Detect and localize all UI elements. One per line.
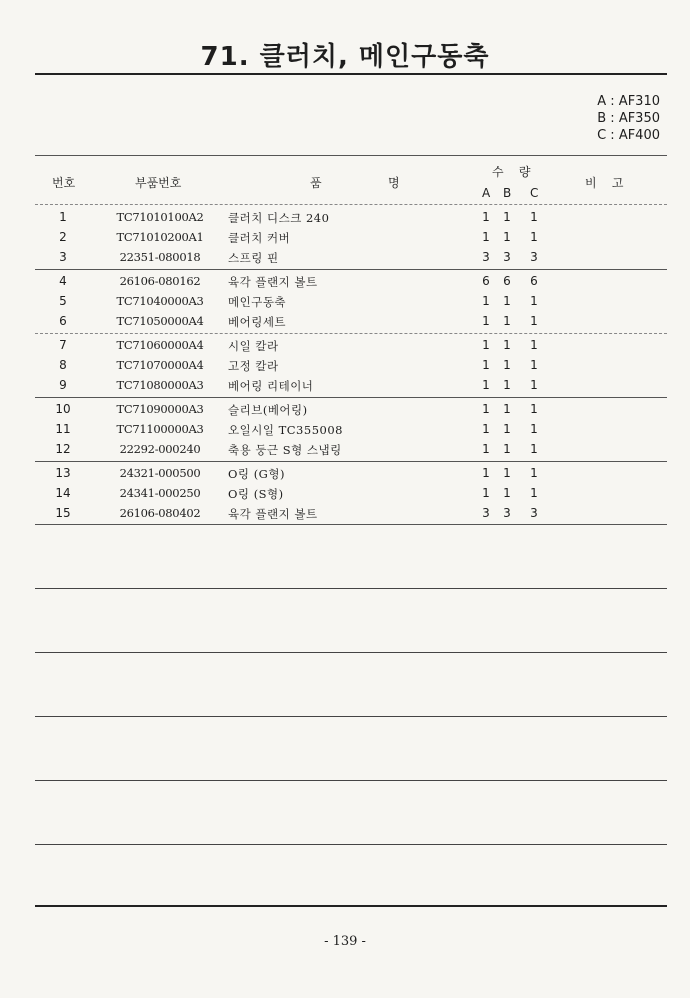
row-no: 2: [59, 230, 67, 244]
group-divider: [35, 397, 667, 398]
header-c: C: [530, 186, 539, 200]
row-part-no: TC71060000A4: [116, 338, 204, 352]
row-name: O링 (S형): [228, 487, 284, 501]
table-top-rule: [35, 155, 667, 156]
row-part-no: TC71070000A4: [116, 358, 204, 372]
row-qty-b: 1: [503, 210, 511, 224]
row-part-no: TC71010200A1: [116, 230, 204, 244]
row-qty-b: 3: [503, 250, 511, 264]
header-part-no: 부품번호: [135, 176, 182, 190]
row-qty-c: 1: [530, 486, 538, 500]
row-qty-b: 1: [503, 466, 511, 480]
row-part-no: TC71040000A3: [116, 294, 204, 308]
row-no: 6: [59, 314, 67, 328]
table-row: [0, 314, 690, 334]
header-qty: 수 량: [492, 165, 531, 179]
row-name: 육각 플랜지 볼트: [228, 507, 318, 521]
title-rule: [35, 73, 667, 75]
group-divider: [35, 333, 667, 334]
legend-item-b: B : AF350: [597, 111, 660, 126]
row-qty-a: 1: [482, 466, 490, 480]
row-name: 베어링 리테이너: [228, 379, 314, 393]
table-row: [0, 378, 690, 398]
group-divider: [35, 461, 667, 462]
row-name: 시일 칼라: [228, 339, 279, 353]
row-qty-b: 1: [503, 402, 511, 416]
row-name: 축용 둥근 S형 스냅링: [228, 443, 342, 457]
row-name: 육각 플랜지 볼트: [228, 275, 318, 289]
row-qty-b: 1: [503, 314, 511, 328]
header-remark: 비 고: [585, 176, 624, 190]
row-part-no: TC71010100A2: [116, 210, 204, 224]
row-name: 클러치 디스크 240: [228, 211, 330, 225]
row-no: 4: [59, 274, 67, 288]
model-legend: [540, 93, 660, 144]
row-part-no: TC71100000A3: [116, 422, 204, 436]
row-qty-c: 3: [530, 250, 538, 264]
table-row: [0, 402, 690, 422]
row-qty-c: 3: [530, 506, 538, 520]
row-qty-a: 1: [482, 486, 490, 500]
row-part-no: 26106-080402: [119, 506, 201, 520]
row-name: O링 (G형): [228, 467, 285, 481]
row-no: 5: [59, 294, 67, 308]
row-qty-c: 1: [530, 358, 538, 372]
blank-line: [35, 780, 667, 781]
row-qty-a: 1: [482, 358, 490, 372]
row-no: 7: [59, 338, 67, 352]
row-qty-a: 3: [482, 250, 490, 264]
row-qty-c: 1: [530, 338, 538, 352]
row-no: 3: [59, 250, 67, 264]
row-qty-c: 6: [530, 274, 538, 288]
row-part-no: 24341-000250: [119, 486, 201, 500]
blank-line: [35, 588, 667, 589]
row-qty-c: 1: [530, 314, 538, 328]
row-name: 메인구동축: [228, 295, 287, 309]
table-row: [0, 358, 690, 378]
group-divider: [35, 269, 667, 270]
header-name-1: 품: [310, 176, 322, 190]
row-no: 12: [55, 442, 71, 456]
row-name: 오일시일 TC355008: [228, 423, 343, 437]
header-a: A: [482, 186, 491, 200]
table-row: [0, 250, 690, 270]
row-qty-b: 1: [503, 486, 511, 500]
row-qty-a: 1: [482, 442, 490, 456]
table-row: [0, 230, 690, 250]
table-row: [0, 210, 690, 230]
row-qty-c: 1: [530, 466, 538, 480]
header-b: B: [503, 186, 512, 200]
row-qty-b: 6: [503, 274, 511, 288]
row-no: 14: [55, 486, 71, 500]
blank-line: [35, 652, 667, 653]
row-qty-a: 6: [482, 274, 490, 288]
row-qty-c: 1: [530, 294, 538, 308]
row-no: 8: [59, 358, 67, 372]
row-qty-c: 1: [530, 210, 538, 224]
row-qty-a: 1: [482, 294, 490, 308]
row-qty-a: 1: [482, 230, 490, 244]
row-no: 9: [59, 378, 67, 392]
row-no: 1: [59, 210, 67, 224]
table-row: [0, 338, 690, 358]
legend-item-c: C : AF400: [597, 128, 660, 143]
table-row: [0, 486, 690, 506]
row-qty-a: 1: [482, 422, 490, 436]
table-bottom-rule: [35, 524, 667, 525]
row-qty-b: 1: [503, 442, 511, 456]
row-part-no: 26106-080162: [119, 274, 201, 288]
row-part-no: 22351-080018: [119, 250, 201, 264]
row-qty-c: 1: [530, 378, 538, 392]
row-name: 클러치 커버: [228, 231, 291, 245]
table-row: [0, 274, 690, 294]
header-no: 번호: [52, 176, 76, 190]
row-qty-b: 1: [503, 338, 511, 352]
row-no: 10: [55, 402, 71, 416]
row-qty-a: 1: [482, 338, 490, 352]
row-part-no: 22292-000240: [119, 442, 201, 456]
row-part-no: TC71090000A3: [116, 402, 204, 416]
table-row: [0, 466, 690, 486]
row-qty-b: 1: [503, 294, 511, 308]
row-name: 고정 칼라: [228, 359, 279, 373]
blank-line: [35, 716, 667, 717]
row-qty-b: 1: [503, 358, 511, 372]
row-qty-c: 1: [530, 442, 538, 456]
row-qty-a: 1: [482, 378, 490, 392]
row-qty-a: 1: [482, 402, 490, 416]
row-name: 베어링세트: [228, 315, 287, 329]
row-no: 15: [55, 506, 71, 520]
row-name: 슬리브(베어링): [228, 403, 308, 417]
row-qty-a: 1: [482, 314, 490, 328]
row-qty-c: 1: [530, 230, 538, 244]
row-qty-a: 3: [482, 506, 490, 520]
header-name-2: 명: [388, 176, 400, 190]
header-bottom-rule: [35, 204, 667, 205]
row-qty-b: 1: [503, 230, 511, 244]
row-qty-b: 1: [503, 422, 511, 436]
row-part-no: 24321-000500: [119, 466, 201, 480]
row-no: 13: [55, 466, 71, 480]
row-qty-c: 1: [530, 402, 538, 416]
table-row: [0, 422, 690, 442]
table-row: [0, 506, 690, 526]
blank-line: [35, 844, 667, 845]
legend-item-a: A : AF310: [597, 94, 660, 109]
table-row: [0, 294, 690, 314]
table-row: [0, 442, 690, 462]
row-qty-a: 1: [482, 210, 490, 224]
page-title: 71. 클러치, 메인구동축: [200, 42, 490, 72]
row-qty-c: 1: [530, 422, 538, 436]
row-qty-b: 1: [503, 378, 511, 392]
row-part-no: TC71080000A3: [116, 378, 204, 392]
footer-rule: [35, 905, 667, 907]
page-number: - 139 -: [324, 934, 366, 949]
row-part-no: TC71050000A4: [116, 314, 204, 328]
row-no: 11: [55, 422, 71, 436]
row-qty-b: 3: [503, 506, 511, 520]
row-name: 스프링 핀: [228, 251, 279, 265]
